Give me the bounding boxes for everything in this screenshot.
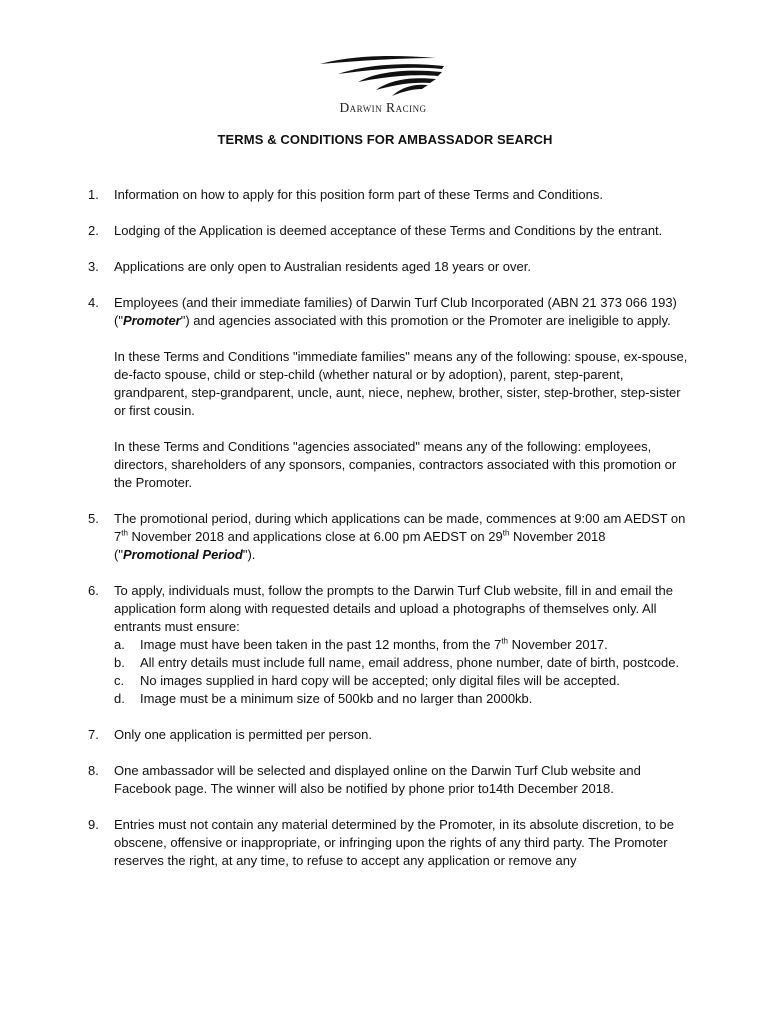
defined-term: Promoter (122, 313, 181, 328)
term-item-1 (88, 186, 688, 204)
item-text: Only one application is permitted per person. (114, 727, 372, 742)
paragraph: In these Terms and Conditions "agencies associated" means any of the following: employees, directors, shareholders of any sponsors, companies, contractors associated with this promotion or the Promoter. (114, 439, 677, 490)
paragraph: In these Terms and Conditions "immediate families" means any of the following: spouse, ex-spouse, de-facto spouse, child or step-child (whether natural or by adoption), parent, step-parent, grandparent, step-grandparent, uncle, aunt, niece, nephew, brother, sister, step-brother, step-sister or first cousin. (114, 349, 688, 418)
defined-term: Promotional Period (122, 547, 243, 562)
logo-text: Darwin Racing (339, 100, 427, 115)
paragraph (114, 294, 688, 330)
term-item-6 (88, 582, 688, 708)
text-run: "). (242, 547, 256, 562)
term-item-9 (88, 816, 688, 870)
item-number: 1. (88, 187, 99, 202)
sub-item-text (140, 636, 688, 654)
item-number: 5. (88, 511, 99, 526)
item-number: 9. (88, 817, 99, 832)
term-item-4 (88, 294, 688, 492)
item-text: Applications are only open to Australian residents aged 18 years or over. (114, 259, 531, 274)
sub-item-label: d. (114, 691, 125, 706)
term-item-5 (88, 510, 688, 564)
sub-item-c (114, 672, 688, 690)
page-title: TERMS & CONDITIONS FOR AMBASSADOR SEARCH (217, 132, 553, 147)
text-run: Employees (and their immediate families) of Darwin Turf Club Incorporated (ABN 21 373 066 193) (" (114, 295, 677, 328)
sub-item-label: b. (114, 655, 125, 670)
item-text: One ambassador will be selected and displayed online on the Darwin Turf Club website and Facebook page. The winner will also be notified by phone prior to14th December 2018. (114, 763, 641, 796)
item-intro: To apply, individuals must, follow the prompts to the Darwin Turf Club website, fill in and email the application form along with requested details and upload a photographs of themselves only. All entrants must ensure: (114, 583, 674, 634)
item-number: 8. (88, 763, 99, 778)
item-number: 7. (88, 727, 99, 742)
item-text: Information on how to apply for this position form part of these Terms and Conditions. (114, 187, 603, 202)
term-item-7 (88, 726, 688, 744)
item-number: 6. (88, 583, 99, 598)
ordinal-suffix: th (501, 636, 508, 646)
sub-item-text: Image must be a minimum size of 500kb and no larger than 2000kb. (140, 691, 533, 706)
term-item-3 (88, 258, 688, 276)
item-content (114, 510, 688, 564)
item-content (114, 582, 688, 708)
item-number: 4. (88, 295, 99, 310)
darwin-racing-logo (318, 52, 448, 122)
sub-item-label: a. (114, 637, 125, 652)
term-item-2 (88, 222, 688, 240)
ordinal-suffix: th (502, 528, 510, 538)
item-text: Entries must not contain any material determined by the Promoter, in its absolute discretion, to be obscene, offensive or inappropriate, or infringing upon the rights of any third party. The Promoter reserves the right, at any time, to refuse to accept any application or remove any (114, 817, 675, 868)
text-run: Image must have been taken in the past 12 months, from the 7 (140, 637, 502, 652)
sub-item-text: All entry details must include full name, email address, phone number, date of birth, postcode. (140, 655, 680, 670)
terms-list (88, 186, 688, 888)
item-content (114, 294, 688, 492)
text-run: November 2018 and applications close at 6.00 pm AEDST on 29 (127, 529, 503, 544)
text-run: ") and agencies associated with this promotion or the Promoter are ineligible to apply. (180, 313, 671, 328)
item-number: 3. (88, 259, 99, 274)
sub-item-d (114, 690, 688, 708)
text-run: November 2017. (508, 637, 608, 652)
sub-item-label: c. (114, 673, 125, 688)
sub-item-b (114, 654, 688, 672)
ordinal-suffix: th (121, 528, 128, 538)
sub-item-a (114, 636, 688, 654)
term-item-8 (88, 762, 688, 798)
item-text: Lodging of the Application is deemed acceptance of these Terms and Conditions by the entrant. (114, 223, 663, 238)
text-run: The promotional period, during which applications can be made, commences at 9:00 am AEDST on 7 (114, 511, 686, 544)
sub-item-text: No images supplied in hard copy will be accepted; only digital files will be accepted. (140, 673, 620, 688)
racing-swoosh-icon (318, 52, 448, 98)
item-number: 2. (88, 223, 99, 238)
text-run: November 2018 (" (114, 529, 606, 562)
